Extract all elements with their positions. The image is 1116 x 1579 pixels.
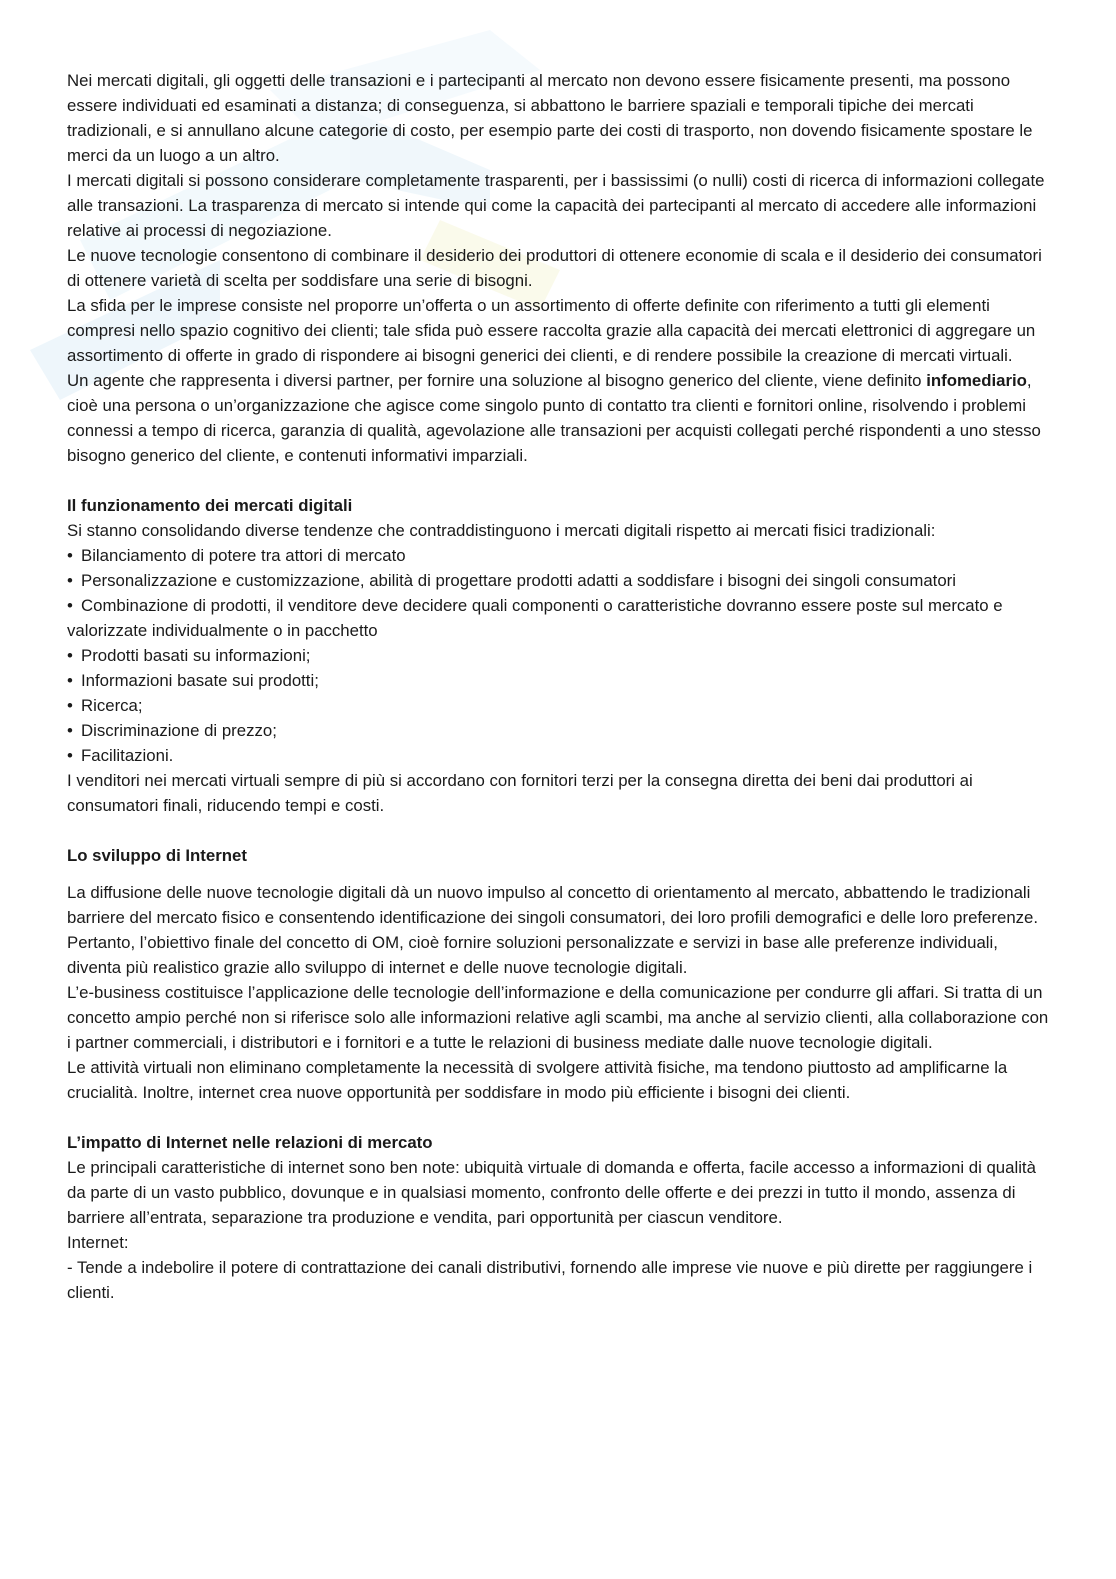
list-item-text: Bilanciamento di potere tra attori di mercato xyxy=(81,546,406,565)
section-heading: L’impatto di Internet nelle relazioni di mercato xyxy=(67,1133,433,1152)
bullet-icon: • xyxy=(67,671,73,690)
paragraph: I venditori nei mercati virtuali sempre di più si accordano con fornitori terzi per la consegna diretta dei beni dai produttori ai consumatori finali, riducendo tempi e costi. xyxy=(67,771,973,815)
bullet-icon: • xyxy=(67,746,73,765)
list-item-text: Discriminazione di prezzo; xyxy=(81,721,277,740)
bullet-icon: • xyxy=(67,596,73,615)
list-item xyxy=(67,668,1049,693)
bullet-list xyxy=(67,543,1049,768)
text-span: , cioè una persona o un’organizzazione che agisce come singolo punto di contatto tra clienti e fornitori online, risolvendo i problemi connessi a tempo di ricerca, garanzia di qualità, agevolazione alle transazioni per acquisti collegati perché rispondenti a uno stesso bisogno generico del cliente, e contenuti informativi imparziali. xyxy=(67,371,1041,465)
section-heading: Lo sviluppo di Internet xyxy=(67,846,247,865)
bullet-icon: • xyxy=(67,696,73,715)
paragraph: Internet: xyxy=(67,1233,129,1252)
paragraph: Nei mercati digitali, gli oggetti delle transazioni e i partecipanti al mercato non devono essere fisicamente presenti, ma possono essere individuati ed esaminati a distanza; di conseguenza, si abbattono le barriere spaziali e temporali tipiche dei mercati tradizionali, e si annullano alcune categorie di costo, per esempio parte dei costi di trasporto, non dovendo fisicamente spostare le merci da un luogo a un altro. xyxy=(67,71,1033,165)
list-item-text: Combinazione di prodotti, il venditore deve decidere quali componenti o caratteristiche dovranno essere poste sul mercato e valorizzate individualmente o in pacchetto xyxy=(67,596,1003,640)
list-item xyxy=(67,643,1049,668)
document-page xyxy=(67,68,1049,1305)
bullet-icon: • xyxy=(67,546,73,565)
paragraph: Le attività virtuali non eliminano completamente la necessità di svolgere attività fisiche, ma tendono piuttosto ad amplificarne la crucialità. Inoltre, internet crea nuove opportunità per soddisfare in modo più efficiente i bisogni dei clienti. xyxy=(67,1058,1008,1102)
list-item-text: Ricerca; xyxy=(81,696,143,715)
text-span: Un agente che rappresenta i diversi partner, per fornire una soluzione al bisogno generico del cliente, viene definito xyxy=(67,371,927,390)
list-item xyxy=(67,718,1049,743)
paragraph: Le principali caratteristiche di internet sono ben note: ubiquità virtuale di domanda e offerta, facile accesso a informazioni di qualità da parte di un vasto pubblico, dovunque e in qualsiasi momento, confronto delle offerte e dei prezzi in tutto il mondo, assenza di barriere all’entrata, separazione tra produzione e vendita, pari opportunità per ciascun venditore. xyxy=(67,1158,1036,1227)
bullet-icon: • xyxy=(67,571,73,590)
term-infomediario: infomediario xyxy=(926,371,1027,390)
bullet-icon: • xyxy=(67,721,73,740)
list-item xyxy=(67,543,1049,568)
paragraph: Le nuove tecnologie consentono di combinare il desiderio dei produttori di ottenere economie di scala e il desiderio dei consumatori di ottenere varietà di scelta per soddisfare una serie di bisogni. xyxy=(67,246,1042,290)
list-item-text: Facilitazioni. xyxy=(81,746,174,765)
list-item-text: Informazioni basate sui prodotti; xyxy=(81,671,319,690)
paragraph: Si stanno consolidando diverse tendenze che contraddistinguono i mercati digitali rispetto ai mercati fisici tradizionali: xyxy=(67,521,936,540)
list-item xyxy=(67,593,1049,643)
list-item xyxy=(67,693,1049,718)
section-heading: Il funzionamento dei mercati digitali xyxy=(67,496,353,515)
bullet-icon: • xyxy=(67,646,73,665)
paragraph: - Tende a indebolire il potere di contrattazione dei canali distributivi, fornendo alle imprese vie nuove e più dirette per raggiungere i clienti. xyxy=(67,1258,1033,1302)
paragraph: I mercati digitali si possono considerare completamente trasparenti, per i bassissimi (o nulli) costi di ricerca di informazioni collegate alle transazioni. La trasparenza di mercato si intende qui come la capacità dei partecipanti al mercato di accedere alle informazioni relative ai processi di negoziazione. xyxy=(67,171,1045,240)
paragraph: La diffusione delle nuove tecnologie digitali dà un nuovo impulso al concetto di orientamento al mercato, abbattendo le tradizionali barriere del mercato fisico e consentendo identificazione dei singoli consumatori, dei loro profili demografici e delle loro preferenze. Pertanto, l’obiettivo finale del concetto di OM, cioè fornire soluzioni personalizzate e servizi in base alle preferenze individuali, diventa più realistico grazie allo sviluppo di internet e delle nuove tecnologie digitali. xyxy=(67,883,1039,977)
list-item-text: Prodotti basati su informazioni; xyxy=(81,646,311,665)
paragraph-infomediario xyxy=(67,368,1049,468)
list-item xyxy=(67,568,1049,593)
list-item-text: Personalizzazione e customizzazione, abilità di progettare prodotti adatti a soddisfare i bisogni dei singoli consumatori xyxy=(81,571,956,590)
paragraph: L’e-business costituisce l’applicazione delle tecnologie dell’informazione e della comunicazione per condurre gli affari. Si tratta di un concetto ampio perché non si riferisce solo alle informazioni relative agli scambi, ma anche al servizio clienti, alla collaborazione con i partner commerciali, i distributori e i fornitori e a tutte le relazioni di business mediate dalle nuove tecnologie digitali. xyxy=(67,983,1049,1052)
paragraph: La sfida per le imprese consiste nel proporre un’offerta o un assortimento di offerte definite con riferimento a tutti gli elementi compresi nello spazio cognitivo dei clienti; tale sfida può essere raccolta grazie alla capacità dei mercati elettronici di aggregare un assortimento di offerte in grado di rispondere ai bisogni generici dei clienti, e di rendere possibile la creazione di mercati virtuali. xyxy=(67,296,1036,365)
list-item xyxy=(67,743,1049,768)
